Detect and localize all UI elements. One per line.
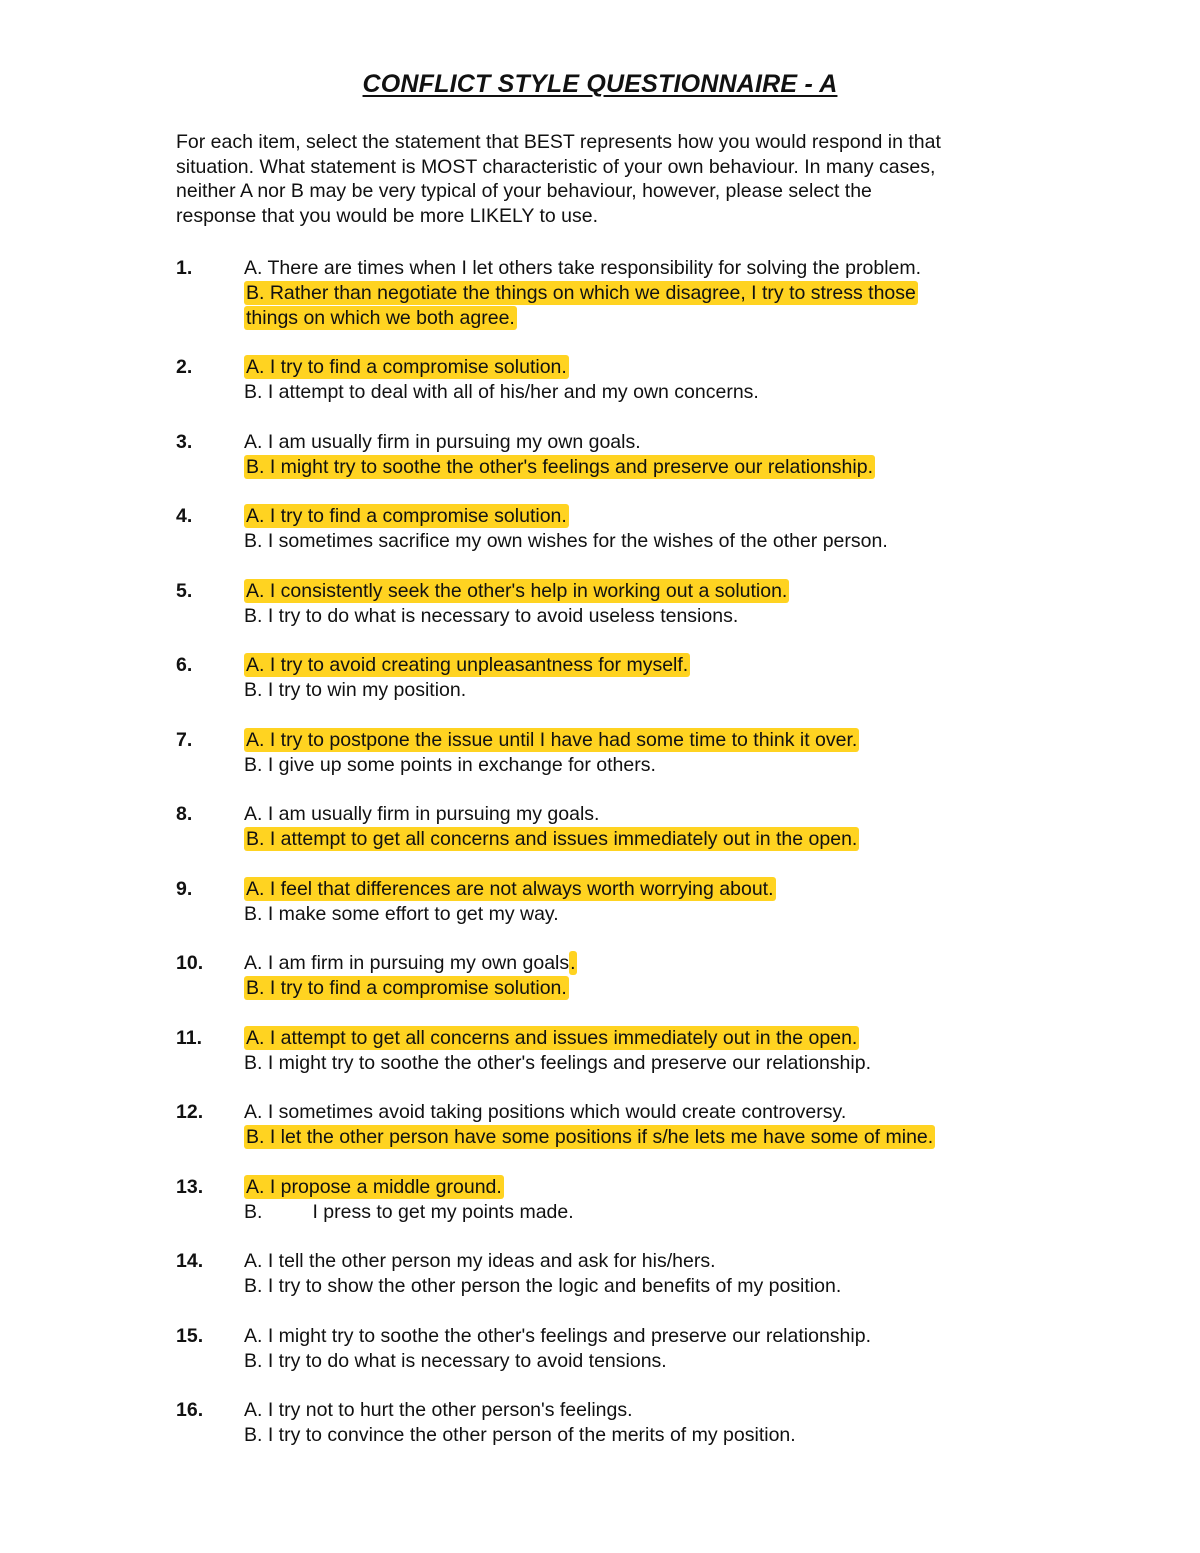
highlighted-answer: A. I propose a middle ground. — [246, 1175, 502, 1198]
option-a[interactable] — [244, 728, 859, 753]
option-a[interactable]: A. I try not to hurt the other person's feelings. — [244, 1399, 633, 1421]
question-options — [244, 1026, 871, 1076]
highlighted-answer: A. I try to avoid creating unpleasantness for myself. — [246, 654, 689, 676]
question-number: 6. — [176, 654, 193, 676]
question-options — [244, 728, 859, 778]
question-options — [244, 504, 888, 554]
option-b[interactable]: B. I might try to soothe the other's feelings and preserve our relationship. — [244, 1051, 871, 1074]
question-item — [176, 504, 1036, 579]
option-b[interactable]: B. I try to do what is necessary to avoid tensions. — [244, 1349, 667, 1372]
question-item — [176, 430, 1036, 505]
question-options — [244, 1249, 841, 1299]
page-title: CONFLICT STYLE QUESTIONNAIRE - A — [362, 70, 838, 98]
question-number: 10. — [176, 952, 204, 974]
option-a[interactable] — [244, 1026, 871, 1051]
highlighted-answer: B. I attempt to get all concerns and issues immediately out in the open. — [246, 828, 858, 850]
question-item — [176, 355, 1036, 430]
instructions-line: For each item, select the statement that BEST represents how you would respond in that — [176, 131, 941, 153]
question-number: 15. — [176, 1324, 204, 1347]
option-a-text: A. I am firm in pursuing my own goals — [244, 952, 570, 974]
question-number: 9. — [176, 877, 193, 900]
option-a[interactable]: A. There are times when I let others take responsibility for solving the problem. — [244, 257, 922, 279]
highlighted-answer: A. I attempt to get all concerns and issues immediately out in the open. — [246, 1026, 858, 1049]
option-b[interactable]: B. I try to do what is necessary to avoid useless tensions. — [244, 604, 739, 627]
option-a[interactable] — [244, 653, 690, 678]
option-b[interactable] — [244, 976, 577, 1001]
question-number: 14. — [176, 1250, 204, 1272]
option-b-line-1[interactable] — [244, 281, 921, 306]
option-a[interactable] — [244, 579, 789, 604]
question-options — [244, 1100, 935, 1150]
question-number: 5. — [176, 579, 193, 602]
option-b[interactable] — [244, 1200, 574, 1225]
question-number: 16. — [176, 1399, 204, 1421]
option-a[interactable]: A. I am usually firm in pursuing my own goals. — [244, 430, 641, 453]
question-item — [176, 1249, 1036, 1324]
question-number: 3. — [176, 430, 193, 453]
option-b[interactable] — [244, 1125, 935, 1150]
highlighted-period: . — [570, 952, 576, 974]
question-item — [176, 1100, 1036, 1175]
question-item — [176, 802, 1036, 877]
highlighted-answer: B. I might try to soothe the other's feelings and preserve our relationship. — [246, 455, 873, 478]
question-options — [244, 1324, 871, 1374]
question-number: 1. — [176, 257, 193, 279]
instructions-line: situation. What statement is MOST characteristic of your own behaviour. In many cases, — [176, 155, 936, 178]
option-a[interactable] — [244, 951, 577, 976]
highlighted-answer: A. I try to find a compromise solution. — [246, 505, 567, 527]
question-item — [176, 579, 1036, 654]
question-options — [244, 1398, 796, 1448]
question-number: 8. — [176, 803, 193, 825]
question-number: 12. — [176, 1101, 204, 1123]
option-a[interactable] — [244, 355, 759, 380]
question-item — [176, 951, 1036, 1026]
instructions-line: response that you would be more LIKELY to use. — [176, 204, 599, 227]
option-b[interactable]: B. I attempt to deal with all of his/her and my own concerns. — [244, 381, 759, 403]
question-number: 13. — [176, 1175, 204, 1198]
option-b-letter: B. — [244, 1200, 263, 1223]
option-b[interactable] — [244, 827, 859, 852]
question-item — [176, 1398, 1036, 1473]
option-a[interactable] — [244, 1175, 574, 1200]
question-number: 4. — [176, 505, 193, 527]
option-b[interactable]: B. I make some effort to get my way. — [244, 902, 559, 925]
question-options — [244, 802, 859, 852]
question-options — [244, 430, 875, 480]
highlighted-answer: A. I consistently seek the other's help in working out a solution. — [246, 579, 788, 602]
question-item — [176, 1026, 1036, 1101]
option-a[interactable]: A. I sometimes avoid taking positions which would create controversy. — [244, 1101, 847, 1123]
option-a[interactable] — [244, 504, 888, 529]
question-number: 7. — [176, 728, 193, 751]
highlighted-answer: B. I let the other person have some positions if s/he lets me have some of mine. — [246, 1126, 934, 1148]
question-options — [244, 951, 577, 1001]
question-options — [244, 256, 921, 331]
highlighted-answer: B. Rather than negotiate the things on which we disagree, I try to stress those — [246, 282, 916, 304]
option-b[interactable]: B. I try to convince the other person of the merits of my position. — [244, 1424, 796, 1446]
instructions-paragraph — [176, 130, 1036, 228]
option-b-line-2[interactable] — [244, 306, 921, 331]
option-a[interactable]: A. I might try to soothe the other's feelings and preserve our relationship. — [244, 1324, 871, 1347]
highlighted-answer: A. I try to postpone the issue until I have had some time to think it over. — [246, 728, 858, 751]
question-item — [176, 1324, 1036, 1399]
option-b[interactable] — [244, 455, 875, 480]
option-b[interactable]: B. I try to show the other person the logic and benefits of my position. — [244, 1275, 842, 1297]
option-b[interactable]: B. I try to win my position. — [244, 679, 467, 701]
question-options — [244, 355, 759, 405]
highlighted-answer: B. I try to find a compromise solution. — [246, 977, 567, 999]
highlighted-answer: A. I feel that differences are not always worth worrying about. — [246, 877, 774, 900]
question-options — [244, 579, 789, 629]
question-item — [176, 256, 1036, 355]
question-item — [176, 1175, 1036, 1250]
question-item — [176, 877, 1036, 952]
option-b[interactable]: B. I sometimes sacrifice my own wishes for the wishes of the other person. — [244, 530, 888, 552]
question-list — [176, 256, 1036, 1473]
instructions-line: neither A nor B may be very typical of your behaviour, however, please select the — [176, 180, 872, 202]
question-item — [176, 728, 1036, 803]
option-a[interactable]: A. I am usually firm in pursuing my goals. — [244, 803, 600, 825]
option-a[interactable] — [244, 877, 776, 902]
question-number: 2. — [176, 356, 193, 378]
option-b-text: I press to get my points made. — [312, 1200, 574, 1223]
question-number: 11. — [176, 1026, 203, 1049]
question-item — [176, 653, 1036, 728]
option-b[interactable]: B. I give up some points in exchange for others. — [244, 753, 656, 776]
question-options — [244, 1175, 574, 1225]
highlighted-answer: A. I try to find a compromise solution. — [246, 356, 567, 378]
question-options — [244, 877, 776, 927]
highlighted-answer: things on which we both agree. — [246, 307, 515, 329]
question-options — [244, 653, 690, 703]
option-a[interactable]: A. I tell the other person my ideas and ask for his/hers. — [244, 1250, 716, 1272]
